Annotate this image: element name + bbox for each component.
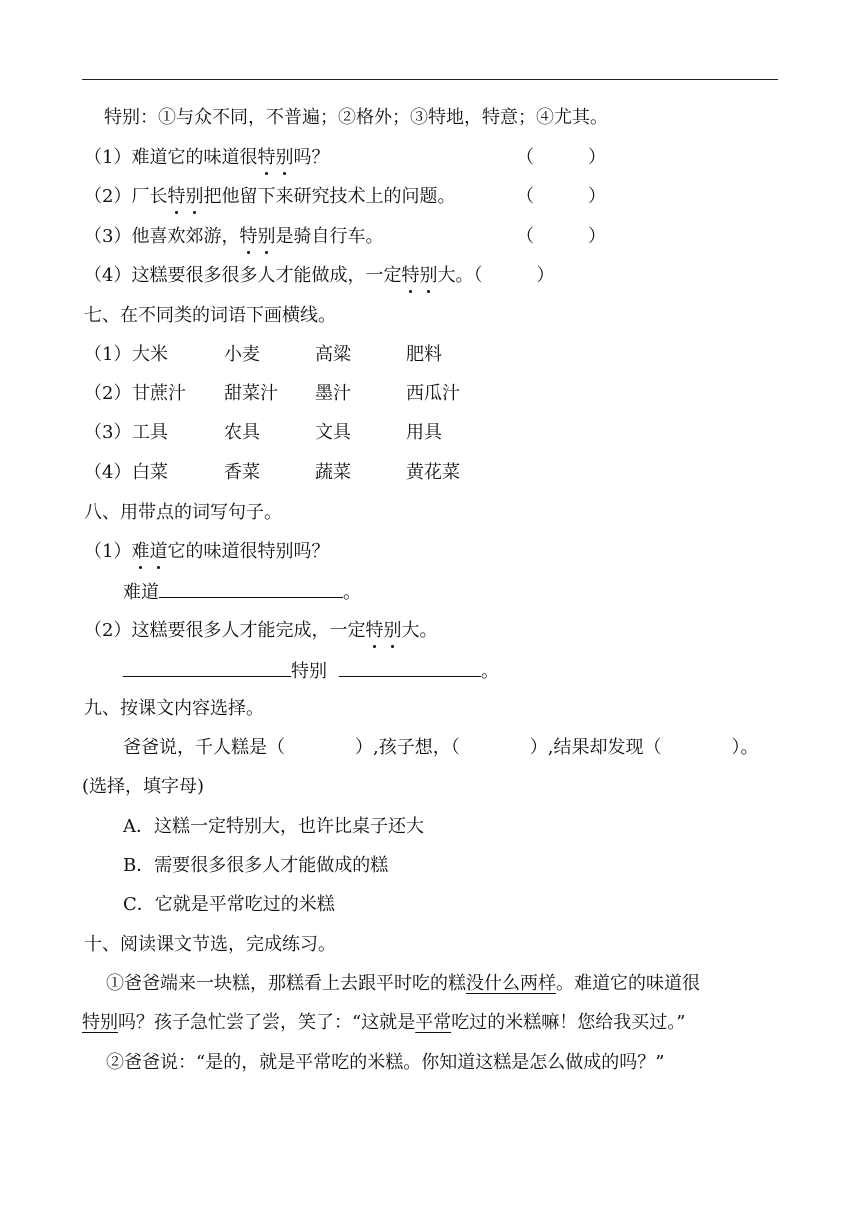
sec8-q2-answer: 特别 。 bbox=[123, 658, 499, 684]
word: 蔬菜 bbox=[315, 462, 351, 483]
dotted-word: 难道 bbox=[131, 541, 168, 562]
word: 大米 bbox=[132, 344, 168, 365]
underlined-phrase: 没什么两样 bbox=[466, 973, 556, 994]
definition-line: 特别：①与众不同，不普遍；②格外；③特地，特意；④尤其。 bbox=[104, 107, 608, 128]
sec9-title: 九、按课文内容选择。 bbox=[84, 698, 264, 719]
word: 墨汁 bbox=[315, 383, 351, 404]
word: 白菜 bbox=[132, 462, 168, 483]
underlined-phrase: 平常 bbox=[415, 1012, 452, 1033]
sec6-paren-1[interactable]: （ ） bbox=[516, 147, 606, 168]
answer-blank[interactable] bbox=[123, 658, 291, 677]
sec6-item-2: （2）厂长特别把他留下来研究技术上的问题。 bbox=[84, 186, 456, 207]
sec10-para2: ②爸爸说：“是的，就是平常吃的米糕。你知道这糕是怎么做成的吗？” bbox=[106, 1052, 665, 1073]
word: 工具 bbox=[132, 422, 168, 443]
sec6-paren-3[interactable]: （ ） bbox=[516, 226, 606, 247]
word: 甘蔗汁 bbox=[132, 383, 186, 404]
word: 小麦 bbox=[224, 344, 260, 365]
word: 用具 bbox=[406, 422, 442, 443]
sec8-q1: （1）难道它的味道很特别吗？ bbox=[84, 541, 330, 562]
sec8-title: 八、用带点的词写句子。 bbox=[84, 502, 282, 523]
word: 高粱 bbox=[315, 344, 351, 365]
dotted-word: 特别 bbox=[167, 186, 204, 207]
sec9-option-c: C．它就是平常吃过的米糕 bbox=[123, 894, 335, 915]
sec9-sentence: 爸爸说，千人糕是（ ）,孩子想，（ ）,结果却发现（ ）。 bbox=[123, 737, 759, 758]
sec8-q2: （2）这糕要很多人才能完成，一定特别大。 bbox=[84, 620, 438, 641]
sec8-q1-answer: 难道 。 bbox=[123, 579, 361, 605]
sec6-paren-4[interactable]: （ ） bbox=[473, 265, 555, 286]
word: 肥料 bbox=[406, 344, 442, 365]
sec9-option-b: B．需要很多很多人才能做成的糕 bbox=[123, 855, 389, 876]
word: 农具 bbox=[224, 422, 260, 443]
sec6-paren-2[interactable]: （ ） bbox=[516, 186, 606, 207]
sec9-note: (选择，填字母) bbox=[82, 776, 205, 797]
sec6-item-1: （1）难道它的味道很特别吗？ bbox=[84, 147, 330, 168]
header-rule bbox=[82, 79, 778, 80]
word: 香菜 bbox=[224, 462, 260, 483]
sec10-para1-line2: 特别吗？孩子急忙尝了尝，笑了：“这就是平常吃过的米糕嘛！您给我买过。” bbox=[82, 1012, 686, 1033]
dotted-word: 特别 bbox=[365, 620, 402, 641]
word: 西瓜汁 bbox=[406, 383, 460, 404]
sec10-para1-line1: ①爸爸端来一块糕，那糕看上去跟平时吃的糕没什么两样。难道它的味道很 bbox=[106, 973, 700, 994]
sec7-title: 七、在不同类的词语下画横线。 bbox=[84, 305, 336, 326]
dotted-word: 特别 bbox=[239, 226, 276, 247]
sec10-title: 十、阅读课文节选，完成练习。 bbox=[84, 934, 336, 955]
sec9-option-a: A．这糕一定特别大，也许比桌子还大 bbox=[123, 816, 424, 837]
word: 黄花菜 bbox=[406, 462, 460, 483]
word: 文具 bbox=[315, 422, 351, 443]
sec6-item-4: （4）这糕要很多很多人才能做成，一定特别大。（ ） bbox=[84, 265, 555, 286]
word: 甜菜汁 bbox=[224, 383, 278, 404]
answer-blank[interactable] bbox=[159, 579, 343, 598]
sec6-item-3: （3）他喜欢郊游，特别是骑自行车。 bbox=[84, 226, 384, 247]
underlined-phrase: 特别 bbox=[82, 1012, 118, 1033]
answer-blank[interactable] bbox=[339, 658, 481, 677]
dotted-word: 特别 bbox=[257, 147, 294, 168]
dotted-word: 特别 bbox=[401, 265, 438, 286]
